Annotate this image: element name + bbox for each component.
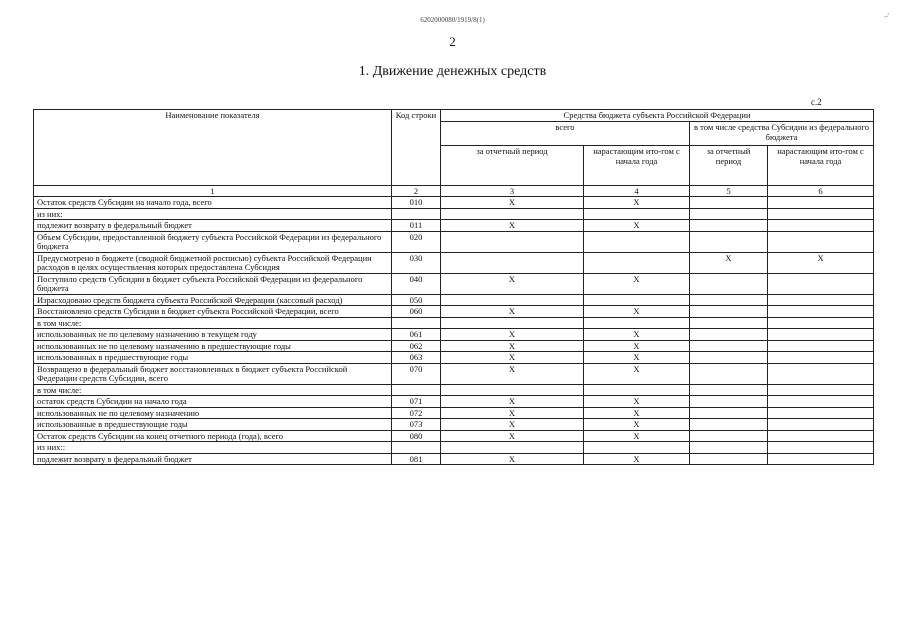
cell-subsidy-period xyxy=(690,396,768,408)
header-budget-funds: Средства бюджета субъекта Российской Федерации xyxy=(441,110,874,122)
table-row xyxy=(34,453,874,465)
cell-total-cumulative: X xyxy=(584,352,690,364)
cell-total-period xyxy=(441,384,584,396)
row-name: Израсходовано средств бюджета субъекта Российской Федерации (кассовый расход) xyxy=(34,294,392,306)
cell-subsidy-period xyxy=(690,352,768,364)
cell-subsidy-period xyxy=(690,340,768,352)
row-name: Объем Субсидии, предоставленной бюджету субъекта Российской Федерации из федерального бюджета xyxy=(34,231,392,252)
row-name: Возвращено в федеральный бюджет восстановленных в бюджет субъекта Российской Федерации средств Субсидии, всего xyxy=(34,363,392,384)
row-code: 020 xyxy=(392,231,441,252)
cell-subsidy-cumulative xyxy=(768,340,874,352)
cell-total-period: X xyxy=(441,453,584,465)
table-row xyxy=(34,197,874,209)
document-code: 6202000080/1919/8(1) xyxy=(420,16,485,24)
cell-subsidy-cumulative xyxy=(768,430,874,442)
header-total-cumulative: нарастающим ито-гом с начала года xyxy=(584,146,690,186)
cell-total-cumulative: X xyxy=(584,419,690,431)
row-name: использованных не по целевому назначению в текущем году xyxy=(34,329,392,341)
table-row xyxy=(34,407,874,419)
table-row xyxy=(34,317,874,329)
cell-total-period xyxy=(441,231,584,252)
cell-subsidy-period xyxy=(690,197,768,209)
row-code: 040 xyxy=(392,273,441,294)
cell-total-cumulative: X xyxy=(584,430,690,442)
page-number: 2 xyxy=(449,34,456,49)
row-code: 080 xyxy=(392,430,441,442)
row-code xyxy=(392,208,441,220)
cell-total-cumulative xyxy=(584,442,690,454)
cash-flow-table xyxy=(33,109,874,465)
cell-total-period: X xyxy=(441,197,584,209)
cell-total-period: X xyxy=(441,396,584,408)
cell-total-period: X xyxy=(441,419,584,431)
header-subsidy-part: в том числе средства Субсидии из федерального бюджета xyxy=(690,122,874,146)
cell-subsidy-cumulative xyxy=(768,306,874,318)
row-name: подлежит возврату в федеральный бюджет xyxy=(34,453,392,465)
row-name: использованных в предшествующие годы xyxy=(34,352,392,364)
cell-subsidy-period xyxy=(690,329,768,341)
cell-subsidy-cumulative xyxy=(768,352,874,364)
table-row xyxy=(34,294,874,306)
table-row xyxy=(34,340,874,352)
row-code: 063 xyxy=(392,352,441,364)
cell-subsidy-period xyxy=(690,453,768,465)
cell-subsidy-cumulative xyxy=(768,384,874,396)
cell-total-period: X xyxy=(441,273,584,294)
cell-total-cumulative xyxy=(584,231,690,252)
cell-subsidy-cumulative xyxy=(768,407,874,419)
header-code: Код строки xyxy=(392,110,441,186)
column-number: 4 xyxy=(584,186,690,197)
cell-total-cumulative: X xyxy=(584,329,690,341)
cell-total-cumulative: X xyxy=(584,396,690,408)
cell-subsidy-cumulative xyxy=(768,363,874,384)
table-body xyxy=(34,197,874,465)
header-total: всего xyxy=(441,122,690,146)
cell-subsidy-cumulative xyxy=(768,396,874,408)
cell-subsidy-cumulative xyxy=(768,294,874,306)
cell-subsidy-period xyxy=(690,419,768,431)
row-code xyxy=(392,317,441,329)
header-indicator: Наименование показателя xyxy=(34,110,392,186)
cell-total-cumulative: X xyxy=(584,306,690,318)
row-name: остаток средств Субсидии на начало года xyxy=(34,396,392,408)
cell-total-period xyxy=(441,252,584,273)
cell-total-cumulative xyxy=(584,317,690,329)
row-code: 010 xyxy=(392,197,441,209)
header-subsidy-cumulative: нарастающим ито-гом с начала года xyxy=(768,146,874,186)
table-row xyxy=(34,352,874,364)
cell-total-period: X xyxy=(441,340,584,352)
table-row xyxy=(34,419,874,431)
column-number: 6 xyxy=(768,186,874,197)
cell-total-period xyxy=(441,208,584,220)
corner-mark: ~' xyxy=(882,11,892,22)
column-number-row xyxy=(34,186,874,197)
table-row xyxy=(34,442,874,454)
cell-subsidy-period xyxy=(690,231,768,252)
cell-subsidy-cumulative xyxy=(768,220,874,232)
row-code: 060 xyxy=(392,306,441,318)
row-code: 011 xyxy=(392,220,441,232)
cell-total-period xyxy=(441,294,584,306)
row-name: использованные в предшествующие годы xyxy=(34,419,392,431)
column-number: 3 xyxy=(441,186,584,197)
cell-subsidy-period xyxy=(690,430,768,442)
cell-subsidy-cumulative xyxy=(768,317,874,329)
cell-total-period: X xyxy=(441,352,584,364)
row-name: использованных не по целевому назначению xyxy=(34,407,392,419)
cell-subsidy-period xyxy=(690,442,768,454)
table-row xyxy=(34,220,874,232)
row-code: 050 xyxy=(392,294,441,306)
table-row xyxy=(34,208,874,220)
row-name: в том числе: xyxy=(34,317,392,329)
cell-subsidy-period xyxy=(690,273,768,294)
table-header xyxy=(34,110,874,197)
column-number: 2 xyxy=(392,186,441,197)
cell-subsidy-cumulative: X xyxy=(768,252,874,273)
cell-total-period: X xyxy=(441,220,584,232)
page-reference: с.2 xyxy=(811,97,822,107)
cell-total-period: X xyxy=(441,306,584,318)
cell-total-cumulative: X xyxy=(584,363,690,384)
table-row xyxy=(34,384,874,396)
row-name: в том числе: xyxy=(34,384,392,396)
row-code: 071 xyxy=(392,396,441,408)
cell-subsidy-cumulative xyxy=(768,329,874,341)
row-code xyxy=(392,384,441,396)
cell-subsidy-period xyxy=(690,306,768,318)
row-name: Поступило средств Субсидии в бюджет субъекта Российской Федерации из федерального бюджета xyxy=(34,273,392,294)
cell-subsidy-period xyxy=(690,363,768,384)
cell-total-period: X xyxy=(441,430,584,442)
header-total-period: за отчетный период xyxy=(441,146,584,186)
cell-total-cumulative: X xyxy=(584,340,690,352)
cell-subsidy-cumulative xyxy=(768,273,874,294)
row-code: 062 xyxy=(392,340,441,352)
row-code: 072 xyxy=(392,407,441,419)
row-name: из них:: xyxy=(34,442,392,454)
cell-subsidy-cumulative xyxy=(768,442,874,454)
cell-total-cumulative: X xyxy=(584,220,690,232)
row-code: 070 xyxy=(392,363,441,384)
row-code: 081 xyxy=(392,453,441,465)
table-row xyxy=(34,430,874,442)
cell-subsidy-period xyxy=(690,294,768,306)
row-name: Остаток средств Субсидии на начало года, всего xyxy=(34,197,392,209)
cell-total-period xyxy=(441,317,584,329)
table-row xyxy=(34,231,874,252)
cell-subsidy-period xyxy=(690,317,768,329)
cell-subsidy-cumulative xyxy=(768,453,874,465)
cell-total-cumulative xyxy=(584,252,690,273)
cell-total-period: X xyxy=(441,329,584,341)
row-name: Предусмотрено в бюджете (сводной бюджетной росписью) субъекта Российской Федерации расходов в целях осуществления которых предоставлена Субсидия xyxy=(34,252,392,273)
row-name: использованных не по целевому назначению в предшествующие годы xyxy=(34,340,392,352)
table-row xyxy=(34,306,874,318)
row-name: Восстановлено средств Субсидии в бюджет субъекта Российской Федерации, всего xyxy=(34,306,392,318)
cell-total-period: X xyxy=(441,407,584,419)
table-row xyxy=(34,396,874,408)
cell-subsidy-period xyxy=(690,407,768,419)
row-code xyxy=(392,442,441,454)
column-number: 5 xyxy=(690,186,768,197)
table-row xyxy=(34,273,874,294)
row-code: 061 xyxy=(392,329,441,341)
cell-total-cumulative xyxy=(584,294,690,306)
cell-subsidy-cumulative xyxy=(768,208,874,220)
cell-total-cumulative xyxy=(584,384,690,396)
cell-subsidy-period xyxy=(690,220,768,232)
cell-subsidy-cumulative xyxy=(768,419,874,431)
cell-subsidy-period: X xyxy=(690,252,768,273)
cell-total-period: X xyxy=(441,363,584,384)
cell-subsidy-period xyxy=(690,384,768,396)
row-code: 030 xyxy=(392,252,441,273)
header-subsidy-period: за отчетный период xyxy=(690,146,768,186)
cell-total-cumulative: X xyxy=(584,453,690,465)
cell-total-cumulative: X xyxy=(584,273,690,294)
table-row xyxy=(34,329,874,341)
table-row xyxy=(34,363,874,384)
cell-subsidy-cumulative xyxy=(768,197,874,209)
cell-total-cumulative xyxy=(584,208,690,220)
row-name: подлежит возврату в федеральный бюджет xyxy=(34,220,392,232)
row-name: Остаток средств Субсидии на конец отчетного периода (года), всего xyxy=(34,430,392,442)
table-row xyxy=(34,252,874,273)
section-title: 1. Движение денежных средств xyxy=(358,64,547,79)
cell-total-cumulative: X xyxy=(584,197,690,209)
row-code: 073 xyxy=(392,419,441,431)
cell-subsidy-cumulative xyxy=(768,231,874,252)
cell-total-period xyxy=(441,442,584,454)
cell-total-cumulative: X xyxy=(584,407,690,419)
column-number: 1 xyxy=(34,186,392,197)
row-name: из них: xyxy=(34,208,392,220)
cell-subsidy-period xyxy=(690,208,768,220)
